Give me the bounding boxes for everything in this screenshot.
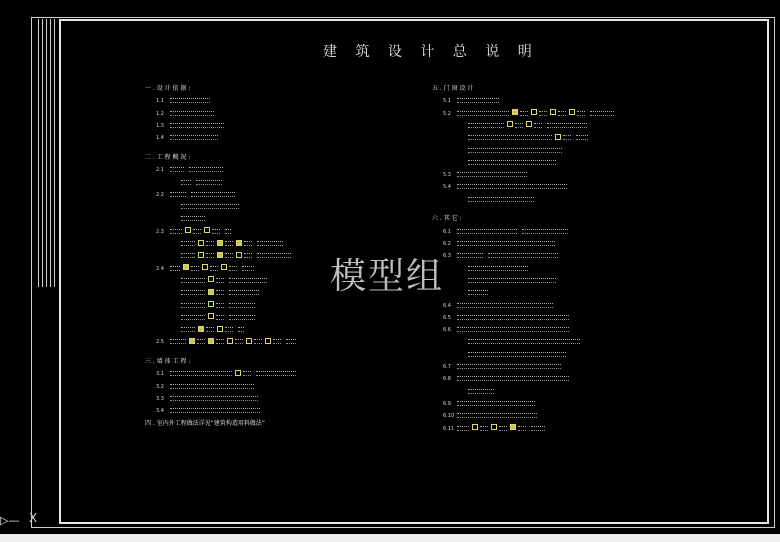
ucs-axis-x-label: X (29, 511, 38, 525)
illegible-text-run (242, 266, 254, 271)
illegible-text-run (225, 253, 233, 258)
illegible-text-run (181, 204, 239, 209)
checkbox-checked-icon (236, 240, 242, 246)
note-item-number: 3.2 (156, 383, 164, 390)
illegible-text-run (254, 339, 262, 344)
note-continuation (145, 202, 239, 212)
checkbox-empty-icon (217, 326, 223, 332)
checkbox-checked-icon (510, 424, 516, 430)
checkbox-empty-icon (246, 338, 252, 344)
illegible-text-run (235, 339, 243, 344)
note-item (432, 374, 569, 384)
note-continuation (432, 195, 534, 205)
illegible-text-run (457, 253, 483, 258)
illegible-text-run (225, 241, 233, 246)
illegible-text-run (170, 339, 186, 344)
illegible-text-run (457, 172, 527, 177)
command-line-bar[interactable] (0, 534, 780, 542)
checkbox-empty-icon (265, 338, 271, 344)
illegible-text-run (468, 352, 566, 357)
illegible-text-run (238, 327, 244, 332)
illegible-text-run (457, 229, 517, 234)
note-continuation (432, 337, 580, 347)
note-item (432, 170, 527, 180)
note-item-number: 6.8 (443, 376, 451, 383)
checkbox-empty-icon (221, 264, 227, 270)
note-item-number: 1.2 (156, 110, 164, 117)
illegible-text-run (468, 339, 580, 344)
illegible-text-run (181, 216, 205, 221)
checkbox-empty-icon (555, 134, 561, 140)
illegible-text-run (590, 111, 614, 116)
illegible-text-run (170, 229, 182, 234)
illegible-text-run (229, 290, 259, 295)
note-item (145, 190, 235, 200)
illegible-text-run (558, 111, 566, 116)
checkbox-checked-icon (217, 252, 223, 258)
note-item-number: 2.5 (156, 339, 164, 346)
note-item-number: 6.4 (443, 302, 451, 309)
illegible-text-run (170, 135, 218, 140)
note-item (145, 394, 258, 404)
checkbox-empty-icon (198, 252, 204, 258)
checkbox-empty-icon (235, 370, 241, 376)
illegible-text-run (534, 123, 542, 128)
illegible-text-run (181, 315, 205, 320)
illegible-text-run (457, 303, 553, 308)
section-heading: 一 . 设 计 依 据 : (145, 85, 191, 92)
note-item (432, 301, 553, 311)
illegible-text-run (193, 229, 201, 234)
checkbox-empty-icon (236, 252, 242, 258)
note-item-number: 1.4 (156, 135, 164, 142)
illegible-text-run (515, 123, 523, 128)
illegible-text-run (563, 135, 571, 140)
illegible-text-run (225, 327, 233, 332)
illegible-text-run (468, 123, 504, 128)
illegible-text-run (520, 111, 528, 116)
checkbox-empty-icon (472, 424, 478, 430)
note-item-number: 6.2 (443, 241, 451, 247)
note-item-number: 6.5 (443, 314, 451, 321)
illegible-text-run (457, 413, 537, 418)
illegible-text-run (457, 426, 469, 431)
illegible-text-run (468, 197, 534, 202)
section-heading: 五 . 门 窗 设 计 (432, 85, 474, 92)
drawing-title: 建 筑 设 计 总 说 明 (323, 44, 539, 60)
note-item-number: 2.3 (156, 228, 164, 235)
checkbox-empty-icon (202, 264, 208, 270)
illegible-text-run (216, 278, 224, 283)
note-item (432, 325, 569, 335)
illegible-text-run (499, 426, 507, 431)
illegible-text-run (468, 148, 562, 153)
note-item-number: 6.11 (443, 425, 455, 432)
note-item (432, 424, 545, 434)
illegible-text-run (197, 339, 205, 344)
illegible-text-run (468, 389, 494, 394)
illegible-text-run (244, 253, 252, 258)
note-continuation (432, 387, 494, 397)
note-item-number: 1.3 (156, 122, 164, 129)
illegible-text-run (480, 426, 488, 431)
illegible-text-run (216, 303, 224, 308)
note-item (432, 362, 561, 372)
illegible-text-run (257, 241, 283, 246)
illegible-text-run (457, 327, 569, 332)
illegible-text-run (577, 111, 585, 116)
illegible-text-run (468, 135, 552, 140)
illegible-text-run (468, 278, 556, 283)
illegible-text-run (225, 229, 231, 234)
checkbox-empty-icon (507, 121, 513, 127)
note-item (145, 227, 231, 237)
note-item (145, 109, 214, 119)
checkbox-checked-icon (183, 264, 189, 270)
note-item (432, 313, 569, 323)
note-item-number: 5.4 (443, 184, 451, 191)
checkbox-empty-icon (208, 301, 214, 307)
section-heading: 二 . 工 程 概 况 : (145, 153, 191, 161)
illegible-text-run (181, 241, 195, 246)
illegible-text-run (468, 290, 488, 295)
note-item (145, 264, 254, 274)
illegible-text-run (170, 384, 254, 389)
note-item (432, 109, 614, 119)
note-continuation (145, 313, 255, 323)
note-item-number: 1.1 (156, 98, 164, 105)
illegible-text-run (191, 192, 235, 197)
note-continuation (432, 121, 587, 131)
illegible-text-run (216, 290, 224, 295)
note-item-number: 2.2 (156, 191, 164, 198)
note-item-number: 6.7 (443, 364, 451, 370)
illegible-text-run (181, 303, 205, 308)
note-item-number: 6.1 (443, 228, 451, 235)
checkbox-empty-icon (526, 121, 532, 127)
illegible-text-run (244, 241, 252, 246)
checkbox-empty-icon (204, 227, 210, 233)
note-item (432, 251, 558, 261)
illegible-text-run (468, 266, 528, 271)
illegible-text-run (216, 339, 224, 344)
section-heading: 六 . 其 它 : (432, 215, 462, 223)
checkbox-checked-icon (189, 338, 195, 344)
illegible-text-run (457, 376, 569, 381)
note-item (145, 406, 260, 416)
illegible-text-run (273, 339, 281, 344)
illegible-text-run (191, 266, 199, 271)
checkbox-empty-icon (491, 424, 497, 430)
illegible-text-run (576, 135, 588, 140)
note-continuation (432, 350, 566, 360)
checkbox-checked-icon (217, 240, 223, 246)
note-item-number: 6.9 (443, 400, 451, 407)
note-continuation (145, 301, 255, 311)
section-heading: 三 . 墙 体 工 程 : (145, 358, 191, 366)
illegible-text-run (229, 266, 237, 271)
illegible-text-run (531, 426, 545, 431)
illegible-text-run (181, 180, 191, 185)
illegible-text-run (229, 278, 267, 283)
illegible-text-run (457, 184, 567, 189)
checkbox-empty-icon (550, 109, 556, 115)
checkbox-empty-icon (227, 338, 233, 344)
note-item (432, 182, 567, 192)
note-continuation (432, 158, 556, 168)
illegible-text-run (196, 180, 222, 185)
note-item (145, 382, 254, 392)
illegible-text-run (256, 371, 296, 376)
checkbox-empty-icon (531, 109, 537, 115)
illegible-text-run (457, 111, 509, 116)
illegible-text-run (210, 266, 218, 271)
note-continuation (145, 214, 205, 224)
note-item (432, 239, 555, 249)
note-continuation (145, 239, 283, 249)
illegible-text-run (229, 303, 255, 308)
note-item (432, 399, 535, 409)
illegible-text-run (457, 315, 569, 320)
illegible-text-run (518, 426, 526, 431)
checkbox-checked-icon (198, 326, 204, 332)
illegible-text-run (170, 98, 210, 103)
illegible-text-run (243, 371, 251, 376)
note-item-number: 6.3 (443, 253, 451, 260)
note-continuation (145, 251, 291, 261)
ucs-arrow-icon: ▷— (0, 514, 20, 527)
illegible-text-run (170, 192, 186, 197)
note-item (432, 96, 499, 106)
illegible-text-run (212, 229, 220, 234)
checkbox-empty-icon (208, 313, 214, 319)
illegible-text-run (457, 364, 561, 369)
illegible-text-run (181, 253, 195, 258)
note-continuation (145, 178, 222, 188)
note-item (145, 121, 224, 131)
illegible-text-run (229, 315, 255, 320)
illegible-text-run (522, 229, 568, 234)
illegible-text-run (181, 327, 195, 332)
illegible-text-run (206, 253, 214, 258)
note-item (145, 369, 296, 379)
note-continuation (432, 264, 528, 274)
checkbox-empty-icon (208, 276, 214, 282)
note-continuation (432, 276, 556, 286)
note-item (145, 165, 223, 175)
note-item (432, 227, 568, 237)
checkbox-empty-icon (185, 227, 191, 233)
note-continuation (145, 288, 259, 298)
note-item (145, 133, 218, 143)
note-item-number: 3.1 (156, 371, 164, 378)
checkbox-checked-icon (512, 109, 518, 115)
note-item-number: 6.6 (443, 327, 451, 334)
checkbox-checked-icon (208, 338, 214, 344)
note-item-number: 2.4 (156, 265, 164, 272)
illegible-text-run (189, 167, 223, 172)
checkbox-empty-icon (198, 240, 204, 246)
illegible-text-run (206, 241, 214, 246)
note-item (145, 96, 210, 106)
note-item-number: 2.1 (156, 167, 164, 174)
illegible-text-run (170, 123, 224, 128)
illegible-text-run (547, 123, 587, 128)
illegible-text-run (457, 98, 499, 103)
note-item-number: 5.2 (443, 110, 451, 117)
checkbox-checked-icon (208, 289, 214, 295)
illegible-text-run (181, 290, 205, 295)
illegible-text-run (216, 315, 224, 320)
note-item (145, 337, 296, 347)
illegible-text-run (286, 339, 296, 344)
illegible-text-run (257, 253, 291, 258)
illegible-text-run (170, 167, 184, 172)
illegible-text-run (170, 111, 214, 116)
note-item-number: 3.3 (156, 396, 164, 402)
note-item-number: 5.3 (443, 172, 451, 179)
note-item-number: 3.4 (156, 408, 164, 415)
section-heading: 四 . 室内外工程做法详见“建筑构造用料做法” (145, 419, 265, 427)
illegible-text-run (488, 253, 558, 258)
checkbox-empty-icon (569, 109, 575, 115)
illegible-text-run (206, 327, 214, 332)
note-continuation (145, 325, 244, 335)
watermark-text: 模型组 (330, 256, 445, 297)
illegible-text-run (181, 278, 205, 283)
note-continuation (432, 146, 562, 156)
illegible-text-run (457, 241, 555, 246)
note-item-number: 6.10 (443, 413, 455, 420)
illegible-text-run (539, 111, 547, 116)
illegible-text-run (170, 266, 180, 271)
illegible-text-run (170, 371, 232, 376)
illegible-text-run (170, 396, 258, 401)
note-continuation (432, 133, 588, 143)
note-item (432, 411, 537, 421)
illegible-text-run (170, 408, 260, 413)
illegible-text-run (468, 160, 556, 165)
note-continuation (145, 276, 267, 286)
illegible-text-run (457, 401, 535, 406)
note-item-number: 5.1 (443, 98, 451, 105)
